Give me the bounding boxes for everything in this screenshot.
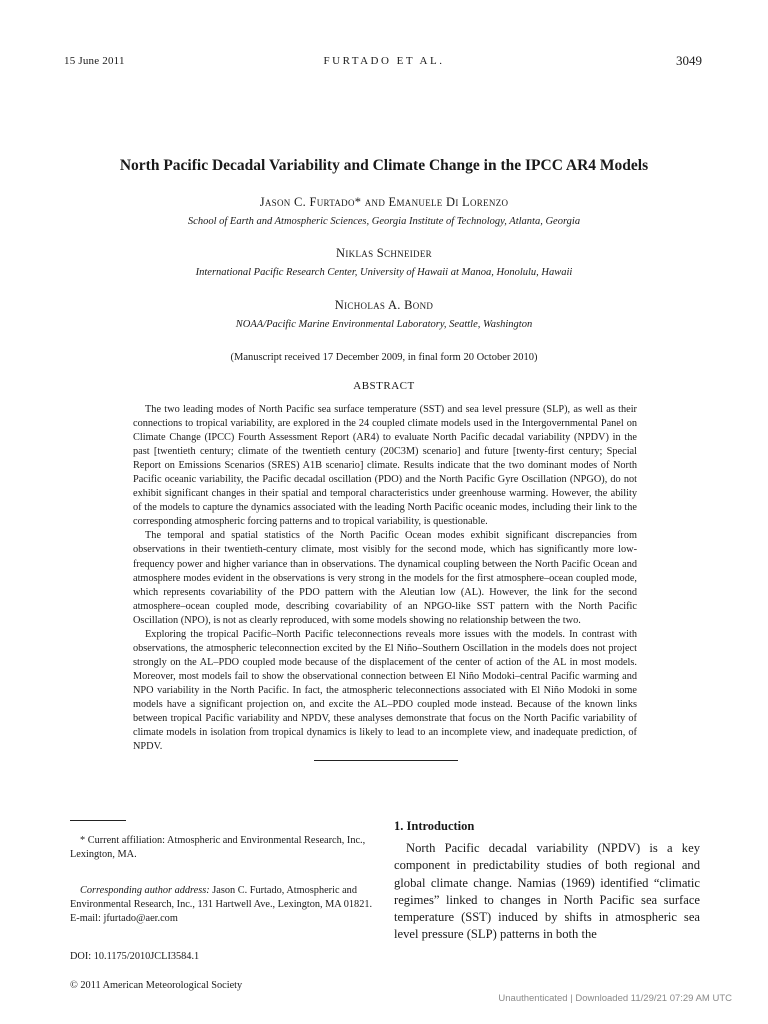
download-watermark: Unauthenticated | Downloaded 11/29/21 07:29 AM UTC bbox=[498, 993, 732, 1004]
abstract-body bbox=[133, 403, 637, 754]
doi-line[interactable]: DOI: 10.1175/2010JCLI3584.1 bbox=[70, 951, 200, 962]
section-heading-introduction: 1. Introduction bbox=[394, 819, 475, 833]
author-names-2: Niklas Schneider bbox=[336, 246, 432, 260]
author-names-3: Nicholas A. Bond bbox=[334, 298, 434, 312]
paper-title: North Pacific Decadal Variability and Climate Change in the IPCC AR4 Models bbox=[119, 157, 649, 174]
manuscript-dates: (Manuscript received 17 December 2009, in final form 20 October 2010) bbox=[230, 352, 538, 363]
corresponding-address: Jason C. Furtado, Atmospheric and Environmental Research, Inc., 131 Hartwell Ave., Lexington, MA 01821. bbox=[70, 885, 373, 910]
affiliation-1: School of Earth and Atmospheric Sciences, Georgia Institute of Technology, Atlanta, Georgia bbox=[187, 216, 581, 227]
corresponding-label: Corresponding author address: bbox=[80, 885, 210, 896]
corresponding-email[interactable]: E-mail: jfurtado@aer.com bbox=[70, 913, 178, 924]
footnote-divider bbox=[70, 820, 126, 821]
page-number: 3049 bbox=[676, 53, 702, 68]
abstract-paragraph-3: Exploring the tropical Pacific–North Pacific teleconnections reveals more issues with the models. In contrast with observations, the atmospheric teleconnection excited by the El Niño–Southern Oscillation in the models does not project strongly on the AL–PDO coupled mode because of the displacement of the center of action of the AL in most models. Moreover, most models fail to show the observational connection between El Niño Modoki–central Pacific warming and NPO variability in the North Pacific. In fact, the atmospheric teleconnections associated with El Niño Modoki in some models have a significant projection on, and excite the AL–PDO coupled mode instead. Because of the known links between tropical Pacific variability and NPDV, these analyses demonstrate that focus on the North Pacific variability of climate models in isolation from tropical dynamics is likely to lead to an incomplete view, and inadequate prediction, of NPDV. bbox=[133, 628, 637, 753]
affiliation-3: NOAA/Pacific Marine Environmental Laboratory, Seattle, Washington bbox=[235, 319, 533, 330]
introduction-text: North Pacific decadal variability (NPDV) is a key component in predictability studies of both regional and global climate change. Namias (1969) identified “climatic regimes” linked to changes in North Pacific sea surface temperature (SST) induced by shifts in atmospheric sea level pressure (SLP) patterns in both the bbox=[394, 841, 700, 942]
author-names-1: Jason C. Furtado* and Emanuele Di Lorenzo bbox=[259, 195, 509, 209]
footnote-corresponding-author bbox=[70, 884, 378, 926]
running-head-authors: FURTADO ET AL. bbox=[323, 55, 445, 67]
copyright-line: © 2011 American Meteorological Society bbox=[70, 980, 243, 991]
abstract-paragraph-1: The two leading modes of North Pacific sea surface temperature (SST) and sea level pressure (SLP), as well as their connections to tropical variability, are explored in the 24 coupled climate models used in the Intergovernmental Panel on Climate Change (IPCC) Fourth Assessment Report (AR4) to evaluate North Pacific decadal variability (NPDV) in the past [twentieth century; climate of the twentieth century (20C3M) scenario] and future [twenty-first century; Special Report on Emissions Scenarios (SRES) A1B scenario] climate. Results indicate that the two dominant modes of North Pacific oceanic variability, the Pacific decadal oscillation (PDO) and the North Pacific Gyre Oscillation (NPGO), do not exhibit significant changes in their spatial and temporal characteristics under greenhouse warming. However, the ability of the models to capture the dynamics associated with the leading North Pacific oceanic modes, including their link to the corresponding atmospheric forcing patterns and to tropical variability, is questionable. bbox=[133, 404, 637, 528]
abstract-heading: ABSTRACT bbox=[353, 380, 415, 392]
abstract-paragraph-2: The temporal and spatial statistics of the North Pacific Ocean modes exhibit significant discrepancies from observations in their twentieth-century climate, most visibly for the second mode, which has significantly more low-frequency power and higher variance than in observations. The dynamical coupling between the North Pacific Ocean and atmosphere modes evident in the observations is very strong in the models for the first atmosphere–ocean coupled mode, which represents covariability of the PDO pattern with the Aleutian low (AL). However, the link for the second atmosphere–ocean coupled mode, describing covariability of an NPGO-like SST pattern with the North Pacific Oscillation (NPO), is not as clearly reproduced, with some models showing no relationship between the two. bbox=[133, 530, 637, 626]
header-date: 15 June 2011 bbox=[64, 55, 125, 67]
abstract-divider bbox=[314, 760, 458, 761]
affiliation-2: International Pacific Research Center, University of Hawaii at Manoa, Honolulu, Hawaii bbox=[195, 267, 573, 278]
footnote-current-affiliation: * Current affiliation: Atmospheric and Environmental Research, Inc., Lexington, MA. bbox=[70, 835, 366, 860]
